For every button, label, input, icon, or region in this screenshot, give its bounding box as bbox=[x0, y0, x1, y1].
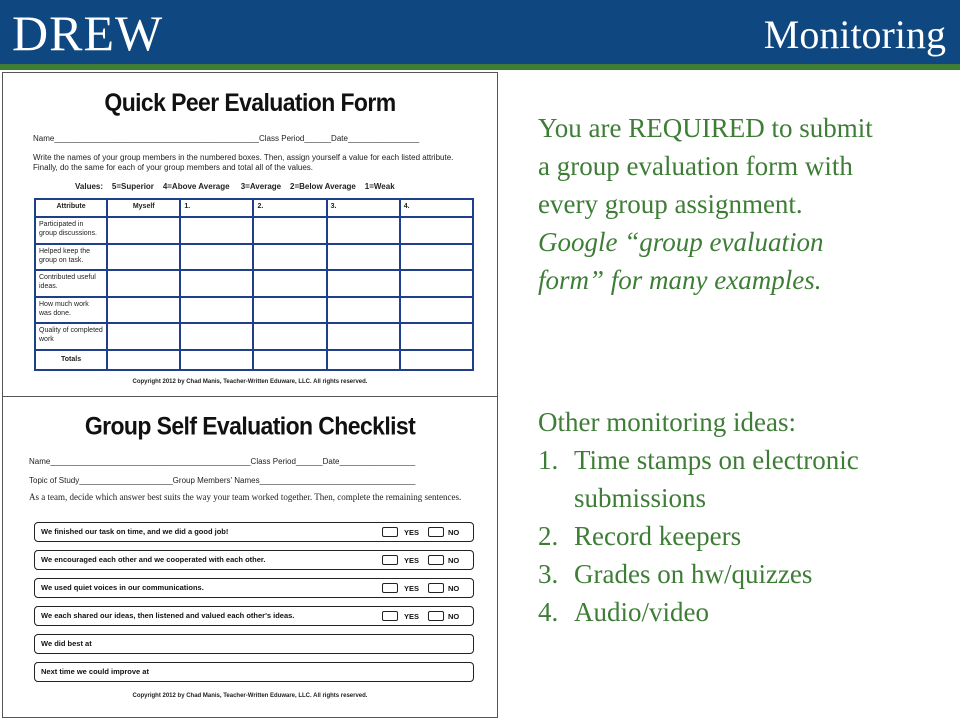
score-cell bbox=[107, 270, 180, 297]
score-cell bbox=[327, 323, 400, 350]
score-cell bbox=[107, 244, 180, 271]
list-number: 4. bbox=[538, 597, 559, 627]
requirement-line: You are REQUIRED to submit bbox=[538, 113, 873, 143]
self-instructions: As a team, decide which answer best suits the way your team worked together. Then, complete the remaining sentences. bbox=[29, 492, 462, 502]
score-cell bbox=[400, 244, 473, 271]
yes-checkbox[interactable] bbox=[382, 583, 398, 593]
score-cell bbox=[400, 350, 473, 370]
score-cell bbox=[180, 297, 253, 324]
no-label: NO bbox=[448, 612, 460, 621]
column-header: 2. bbox=[253, 199, 326, 217]
brand-logo: DREW bbox=[12, 5, 164, 61]
peer-values-line: Values: 5=Superior 4=Above Average 3=Average 2=Below Average 1=Weak bbox=[75, 182, 395, 191]
score-cell bbox=[327, 297, 400, 324]
no-label: NO bbox=[448, 528, 460, 537]
table-row bbox=[35, 323, 473, 350]
self-evaluation-checklist bbox=[3, 397, 497, 717]
other-ideas bbox=[538, 403, 948, 631]
no-label: NO bbox=[448, 584, 460, 593]
no-checkbox[interactable] bbox=[428, 611, 444, 621]
list-text: Grades on hw/quizzes bbox=[574, 559, 813, 589]
score-cell bbox=[327, 270, 400, 297]
header-banner bbox=[0, 0, 960, 64]
checklist-item bbox=[34, 662, 474, 682]
table-row bbox=[35, 297, 473, 324]
score-cell bbox=[327, 350, 400, 370]
totals-row bbox=[35, 350, 473, 370]
peer-copyright: Copyright 2012 by Chad Manis, Teacher-Written Eduware, LLC. All rights reserved. bbox=[132, 379, 368, 385]
totals-label: Totals bbox=[35, 350, 107, 370]
list-item bbox=[538, 593, 948, 631]
peer-name-line: Name______________________________________________Class Period______Date________________ bbox=[33, 134, 420, 143]
other-ideas-heading: Other monitoring ideas: bbox=[538, 407, 796, 437]
peer-evaluation-form bbox=[3, 73, 497, 396]
score-cell bbox=[180, 217, 253, 244]
checklist-item bbox=[34, 634, 474, 654]
score-cell bbox=[253, 244, 326, 271]
yes-checkbox[interactable] bbox=[382, 555, 398, 565]
score-cell bbox=[400, 270, 473, 297]
self-copyright: Copyright 2012 by Chad Manis, Teacher-Written Eduware, LLC. All rights reserved. bbox=[132, 693, 368, 699]
forms-image bbox=[2, 72, 498, 718]
score-cell bbox=[107, 323, 180, 350]
checklist-item-text: We encouraged each other and we cooperated with each other. bbox=[41, 555, 266, 564]
score-cell bbox=[327, 217, 400, 244]
checklist-item-text: We each shared our ideas, then listened and valued each other's ideas. bbox=[41, 611, 295, 620]
peer-eval-table bbox=[34, 198, 474, 371]
list-text: Audio/video bbox=[574, 597, 709, 627]
list-item bbox=[538, 441, 948, 517]
score-cell bbox=[180, 350, 253, 370]
score-cell bbox=[180, 244, 253, 271]
checklist-item-text: Next time we could improve at bbox=[41, 667, 149, 676]
attribute-cell: Participated in group discussions. bbox=[35, 217, 107, 244]
score-cell bbox=[253, 270, 326, 297]
list-item bbox=[538, 517, 948, 555]
score-cell bbox=[253, 323, 326, 350]
requirement-line: a group evaluation form with bbox=[538, 151, 853, 181]
self-topic-line: Topic of Study_____________________Group Members' Names___________________________________ bbox=[29, 476, 416, 485]
checklist-item-text: We did best at bbox=[41, 639, 92, 648]
column-header: Myself bbox=[107, 199, 180, 217]
no-label: NO bbox=[448, 556, 460, 565]
score-cell bbox=[107, 297, 180, 324]
yes-label: YES bbox=[404, 556, 420, 565]
no-checkbox[interactable] bbox=[428, 555, 444, 565]
no-checkbox[interactable] bbox=[428, 583, 444, 593]
list-number: 3. bbox=[538, 559, 559, 589]
yes-checkbox[interactable] bbox=[382, 611, 398, 621]
attribute-cell: How much work was done. bbox=[35, 297, 107, 324]
score-cell bbox=[400, 217, 473, 244]
peer-form-title: Quick Peer Evaluation Form bbox=[104, 87, 396, 117]
score-cell bbox=[400, 297, 473, 324]
attribute-cell: Quality of completed work bbox=[35, 323, 107, 350]
table-header-row bbox=[35, 199, 473, 217]
checklist-item-text: We finished our task on time, and we did a good job! bbox=[41, 527, 229, 536]
list-item bbox=[538, 555, 948, 593]
checklist-item bbox=[34, 550, 474, 570]
self-name-line: Name_____________________________________________Class Period______Date_________________ bbox=[29, 457, 416, 466]
score-cell bbox=[253, 297, 326, 324]
no-checkbox[interactable] bbox=[428, 527, 444, 537]
score-cell bbox=[400, 323, 473, 350]
table-row bbox=[35, 270, 473, 297]
list-number: 2. bbox=[538, 521, 559, 551]
slide-title: Monitoring bbox=[763, 12, 946, 57]
attribute-cell: Contributed useful ideas. bbox=[35, 270, 107, 297]
score-cell bbox=[107, 350, 180, 370]
checklist-item-text: We used quiet voices in our communications. bbox=[41, 583, 204, 592]
yes-label: YES bbox=[404, 612, 420, 621]
google-tip-line: form” for many examples. bbox=[538, 265, 822, 295]
requirement-note bbox=[538, 109, 948, 299]
column-header: Attribute bbox=[35, 199, 107, 217]
yes-label: YES bbox=[404, 528, 420, 537]
requirement-line: every group assignment. bbox=[538, 189, 803, 219]
list-number: 1. bbox=[538, 445, 559, 475]
checklist-item bbox=[34, 606, 474, 626]
peer-instructions: Write the names of your group members in the numbered boxes. Then, assign yourself a value for each listed attribute. Finally, do the same for each of your group members and total all of the values. bbox=[33, 153, 454, 172]
column-header: 3. bbox=[327, 199, 400, 217]
score-cell bbox=[253, 350, 326, 370]
yes-label: YES bbox=[404, 584, 420, 593]
column-header: 1. bbox=[180, 199, 253, 217]
score-cell bbox=[180, 270, 253, 297]
self-form-title: Group Self Evaluation Checklist bbox=[84, 411, 416, 441]
score-cell bbox=[180, 323, 253, 350]
table-row bbox=[35, 244, 473, 271]
table-row bbox=[35, 217, 473, 244]
score-cell bbox=[107, 217, 180, 244]
google-tip-line: Google “group evaluation bbox=[538, 227, 824, 257]
attribute-cell: Helped keep the group on task. bbox=[35, 244, 107, 271]
list-text: Record keepers bbox=[574, 521, 742, 551]
column-header: 4. bbox=[400, 199, 473, 217]
list-text: Time stamps on electronic submissions bbox=[574, 445, 859, 513]
ideas-list bbox=[538, 441, 948, 631]
checklist-item bbox=[34, 522, 474, 542]
header-divider bbox=[0, 64, 960, 70]
score-cell bbox=[253, 217, 326, 244]
yes-checkbox[interactable] bbox=[382, 527, 398, 537]
checklist-item bbox=[34, 578, 474, 598]
score-cell bbox=[327, 244, 400, 271]
